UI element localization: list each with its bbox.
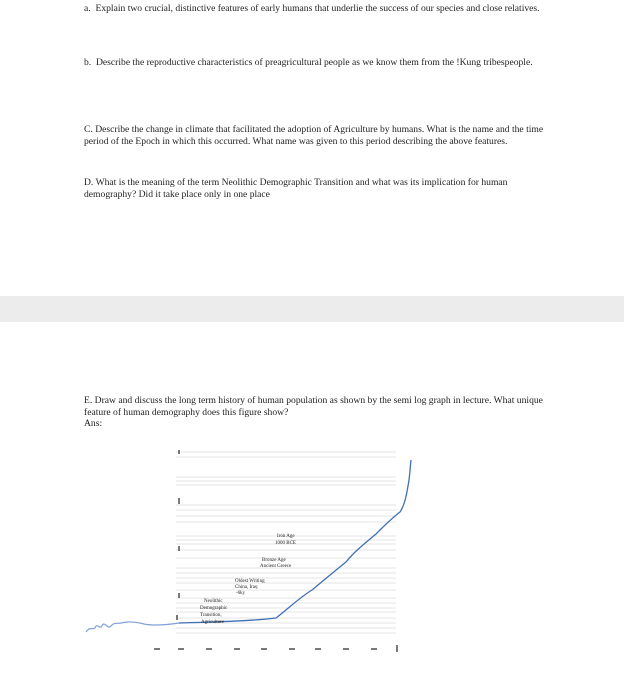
question-d-label: D. <box>84 177 94 188</box>
annotation-iron-age: Iron Age <box>277 534 295 539</box>
question-b-text: Describe the reproductive characteristics of preagricultural people as we know them from the !Kung tribespeople. <box>96 57 533 68</box>
annotation-6ky: -6ky <box>236 591 246 596</box>
annotation-neolithic: Neolithic <box>204 599 223 604</box>
annotation-agriculture: Agriculture <box>201 620 225 625</box>
annotation-oldest-writing: Oldest Writing <box>235 579 265 584</box>
annotation-iron-age-date: 1000 BCE <box>275 541 296 546</box>
answer-label: Ans: <box>84 418 103 429</box>
annotation-demographic: Demographic <box>200 606 228 611</box>
question-a-text: Explain two crucial, distinctive features of early humans that underlie the success of our species and close relatives. <box>95 3 540 14</box>
question-d-text: What is the meaning of the term Neolithic Demographic Transition and what was its implication for human demography? Did it take place only in one place <box>84 177 508 200</box>
question-c-text: Describe the change in climate that facilitated the adoption of Agriculture by humans. What is the name and the time period of the Epoch in which this occurred. What name was given to this period describing the above features. <box>84 124 544 147</box>
document-page-1 <box>0 0 624 296</box>
question-b-label: b. <box>84 57 92 68</box>
graph-axis-marks <box>154 450 397 652</box>
question-d <box>84 177 554 200</box>
population-graph <box>84 440 444 670</box>
handwritten-scribble <box>86 622 179 632</box>
question-e-text: Draw and discuss the long term history of human population as shown by the semi log graph in lecture. What unique feature of human demography does this figure show? <box>84 395 543 418</box>
question-a-label: a. <box>84 3 91 14</box>
question-c <box>84 124 554 147</box>
question-e <box>84 395 554 418</box>
question-e-label: E. <box>84 395 93 406</box>
question-c-label: C. <box>84 124 93 135</box>
question-b <box>84 57 554 69</box>
annotation-china-iraq: China, Iraq <box>235 585 258 590</box>
annotation-ancient-greece: Ancient Greece <box>260 564 292 569</box>
annotation-bronze-age: Bronze Age <box>262 558 286 563</box>
question-a <box>84 3 554 15</box>
annotation-transition: Transition, <box>200 613 222 618</box>
